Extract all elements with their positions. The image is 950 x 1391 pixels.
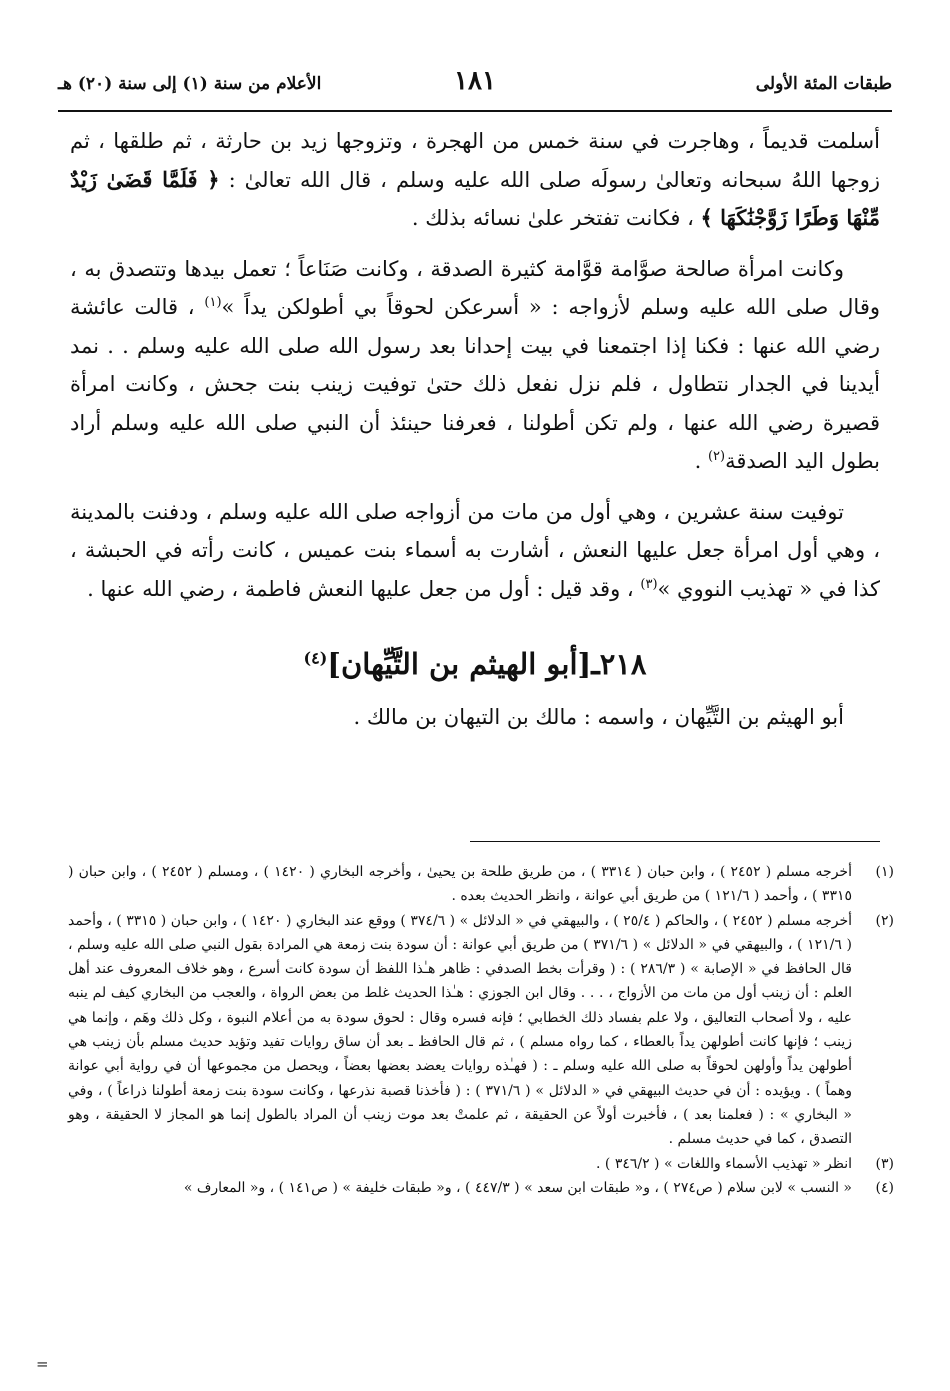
p2-text-a: وكانت امرأة صالحة صوَّامة قوَّامة كثيرة الصدقة ، وكانت صَنَاعاً ؛ تعمل بيدها وتتصدق به ، وقال صلى الله عليه وسلم لأزواجه : « أسرعكن لحوقاً بي أطولكن يداً » bbox=[70, 256, 880, 319]
running-header bbox=[58, 66, 892, 106]
entry-title-text: ٢١٨ـ[أبو الهيثم بن التَّيِّهان] bbox=[327, 647, 647, 681]
footnote-text: انظر « تهذيب الأسماء واللغات » ( ٣٤٦/٢ ) . bbox=[596, 1155, 852, 1172]
continuation-mark: = bbox=[36, 1355, 49, 1373]
footnote-4 bbox=[68, 1176, 894, 1200]
p3-text-b: ، وقد قيل : أول من جعل عليها النعش فاطمة ، رضي الله عنها . bbox=[87, 576, 641, 601]
book-title: طبقات المئة الأولى bbox=[755, 74, 892, 94]
footnote-text: « النسب » لابن سلام ( ص٢٧٤ ) ، و« طبقات ابن سعد » ( ٤٤٧/٣ ) ، و« طبقات خليفة » ( ص١٤١ ) ، و« المعارف » bbox=[183, 1179, 852, 1196]
footnote-number: (١) bbox=[875, 864, 894, 880]
footnote-1 bbox=[68, 860, 894, 909]
p2-text-b: ، قالت عائشة رضي الله عنها : فكنا إذا اجتمعنا في بيت إحدانا بعد رسول الله صلى الله عليه وسلم . . نمد أيدينا في الجدار نتطاول ، فلم نزل نفعل ذلك حتىٰ توفيت زينب بنت جحش ، وكانت امرأة قصيرة رضي الله عنها ، ولم تكن أطولنا ، فعرفنا حينئذ أن النبي صلى الله عليه وسلم أراد بطول اليد الصدقة bbox=[70, 295, 880, 473]
footnote-text: أخرجه مسلم ( ٢٤٥٢ ) ، وابن حبان ( ٣٣١٤ ) ، من طريق طلحة بن يحيىٰ ، وأخرجه البخاري ( ١٤٢٠ ) ، ومسلم ( ٢٤٥٢ ) ، وابن حبان ( ٣٣١٥ ) ، وأحمد ( ١٢١/٦ ) من طريق أبي عوانة ، وانظر الحديث بعده . bbox=[68, 864, 852, 905]
p1-text-b: ، فكانت تفتخر علىٰ نسائه بذلك . bbox=[411, 206, 701, 230]
footnote-2 bbox=[68, 909, 894, 1152]
entry-paragraph: أبو الهيثم بن التَّيِّهان ، واسمه : مالك بن التيهان بن مالك . bbox=[353, 705, 844, 729]
footnotes bbox=[68, 860, 894, 1200]
footnote-rule bbox=[470, 841, 880, 842]
p1-text-a: أسلمت قديماً ، وهاجرت في سنة خمس من الهجرة ، وتزوجها زيد بن حارثة ، ثم طلقها ، ثم زوجها اللهُ سبحانه وتعالىٰ رسولَه صلى الله عليه وسلم ، قال الله تعالىٰ : bbox=[70, 129, 880, 192]
page-number: ١٨١ bbox=[454, 66, 496, 96]
header-rule bbox=[58, 110, 892, 112]
p2-text-c: . bbox=[694, 449, 708, 473]
footnote-text: أخرجه مسلم ( ٢٤٥٢ ) ، والحاكم ( ٢٥/٤ ) ، والبيهقي في « الدلائل » ( ٣٧٤/٦ ) ووقع عند البخاري ( ١٤٢٠ ) ، وابن حبان ( ٣٣١٥ ) ، وأحمد ( ١٢١/٦ ) ، والبيهقي في « الدلائل » ( ٣٧١/٦ ) من طريق أبي عوانة : أن سودة بنت زمعة هي المرادة بقول النبي صلى الله عليه وسلم ، قال الحافظ في « الإصابة » ( ٢٨٦/٣ ) : ( وقرأت بخط الصدفي : ظاهر هـٰذا اللفظ أن سودة كانت أسرع ، وهو خلاف المعروف عند أهل العلم : أن زينب أول من مات من الأزواج ، . . . وقال ابن الجوزي : هـٰذا الحديث غلط من بعض الرواة ، والعجب من البخاري كيف لم ينبه عليه ، ولا أصحاب التعاليق ، ولا علم بفساد ذلك الخطابي ؛ فإنه فسره وقال : لحوق سودة به من أعلام النبوة ، وكل ذلك وهَم ، وإنما هي زينب ؛ فإنها كانت أطولهن يداً بالعطاء ، كما رواه مسلم ) ، ثم قال الحافظ ـ بعد أن ساق روايات تفيد وتؤيد حديث مسلم بأن زينب هي أطولهن يداً وأولهن لحوقاً به صلى الله عليه وسلم ـ : ( فهـٰذه روايات يعضد بعضها بعضاً ، ويحصل من مجموعها أن في رواية أبي عوانة وهماً ) . ويؤيده : أن في حديث البيهقي في « الدلائل » ( ٣٧١/٦ ) : ( فأخذنا قصبة نذرعها ، وكانت سودة بنت زمعة أطولنا ذراعاً ) ، وفي « البخاري » : ( فعلمنا بعد ) ، فأخبرت أولاً عن الحقيقة ، ثم علمتْ بعد موت زينب أن المراد بالطول إنما هو المجاز لا الحقيقة ، وهو التصدق ، كما في حديث مسلم . bbox=[68, 912, 853, 1148]
footnote-ref-1[interactable]: (١) bbox=[204, 295, 222, 310]
entry-heading bbox=[70, 644, 880, 684]
paragraph-2 bbox=[70, 250, 880, 481]
p3-text-a: توفيت سنة عشرين ، وهي أول من مات من أزواجه صلى الله عليه وسلم ، ودفنت بالمدينة ، وهي أول امرأة جعل عليها النعش ، أشارت به أسماء بنت عميس ، كانت رأته في الحبشة ، كذا في « تهذيب النووي » bbox=[70, 499, 880, 601]
footnote-number: (٢) bbox=[875, 912, 894, 929]
footnote-ref-4[interactable]: (٤) bbox=[303, 648, 328, 668]
footnote-ref-3[interactable]: (٣) bbox=[640, 576, 658, 592]
footnote-3 bbox=[68, 1152, 894, 1176]
footnote-number: (٤) bbox=[875, 1179, 894, 1196]
footnote-number: (٣) bbox=[875, 1155, 894, 1172]
quran-verse: ﴿ فَلَمَّا قَضَىٰ زَيْدٌ مِّنْهَا وَطَرًا زَوَّجْنَٰكَهَا ﴾ bbox=[70, 166, 880, 230]
year-range: الأعلام من سنة (١) إلى سنة (٢٠) هـ bbox=[58, 74, 322, 94]
main-text bbox=[70, 122, 880, 737]
footnote-ref-2[interactable]: (٢) bbox=[707, 449, 726, 464]
paragraph-3 bbox=[70, 493, 880, 609]
paragraph-1 bbox=[70, 122, 880, 238]
